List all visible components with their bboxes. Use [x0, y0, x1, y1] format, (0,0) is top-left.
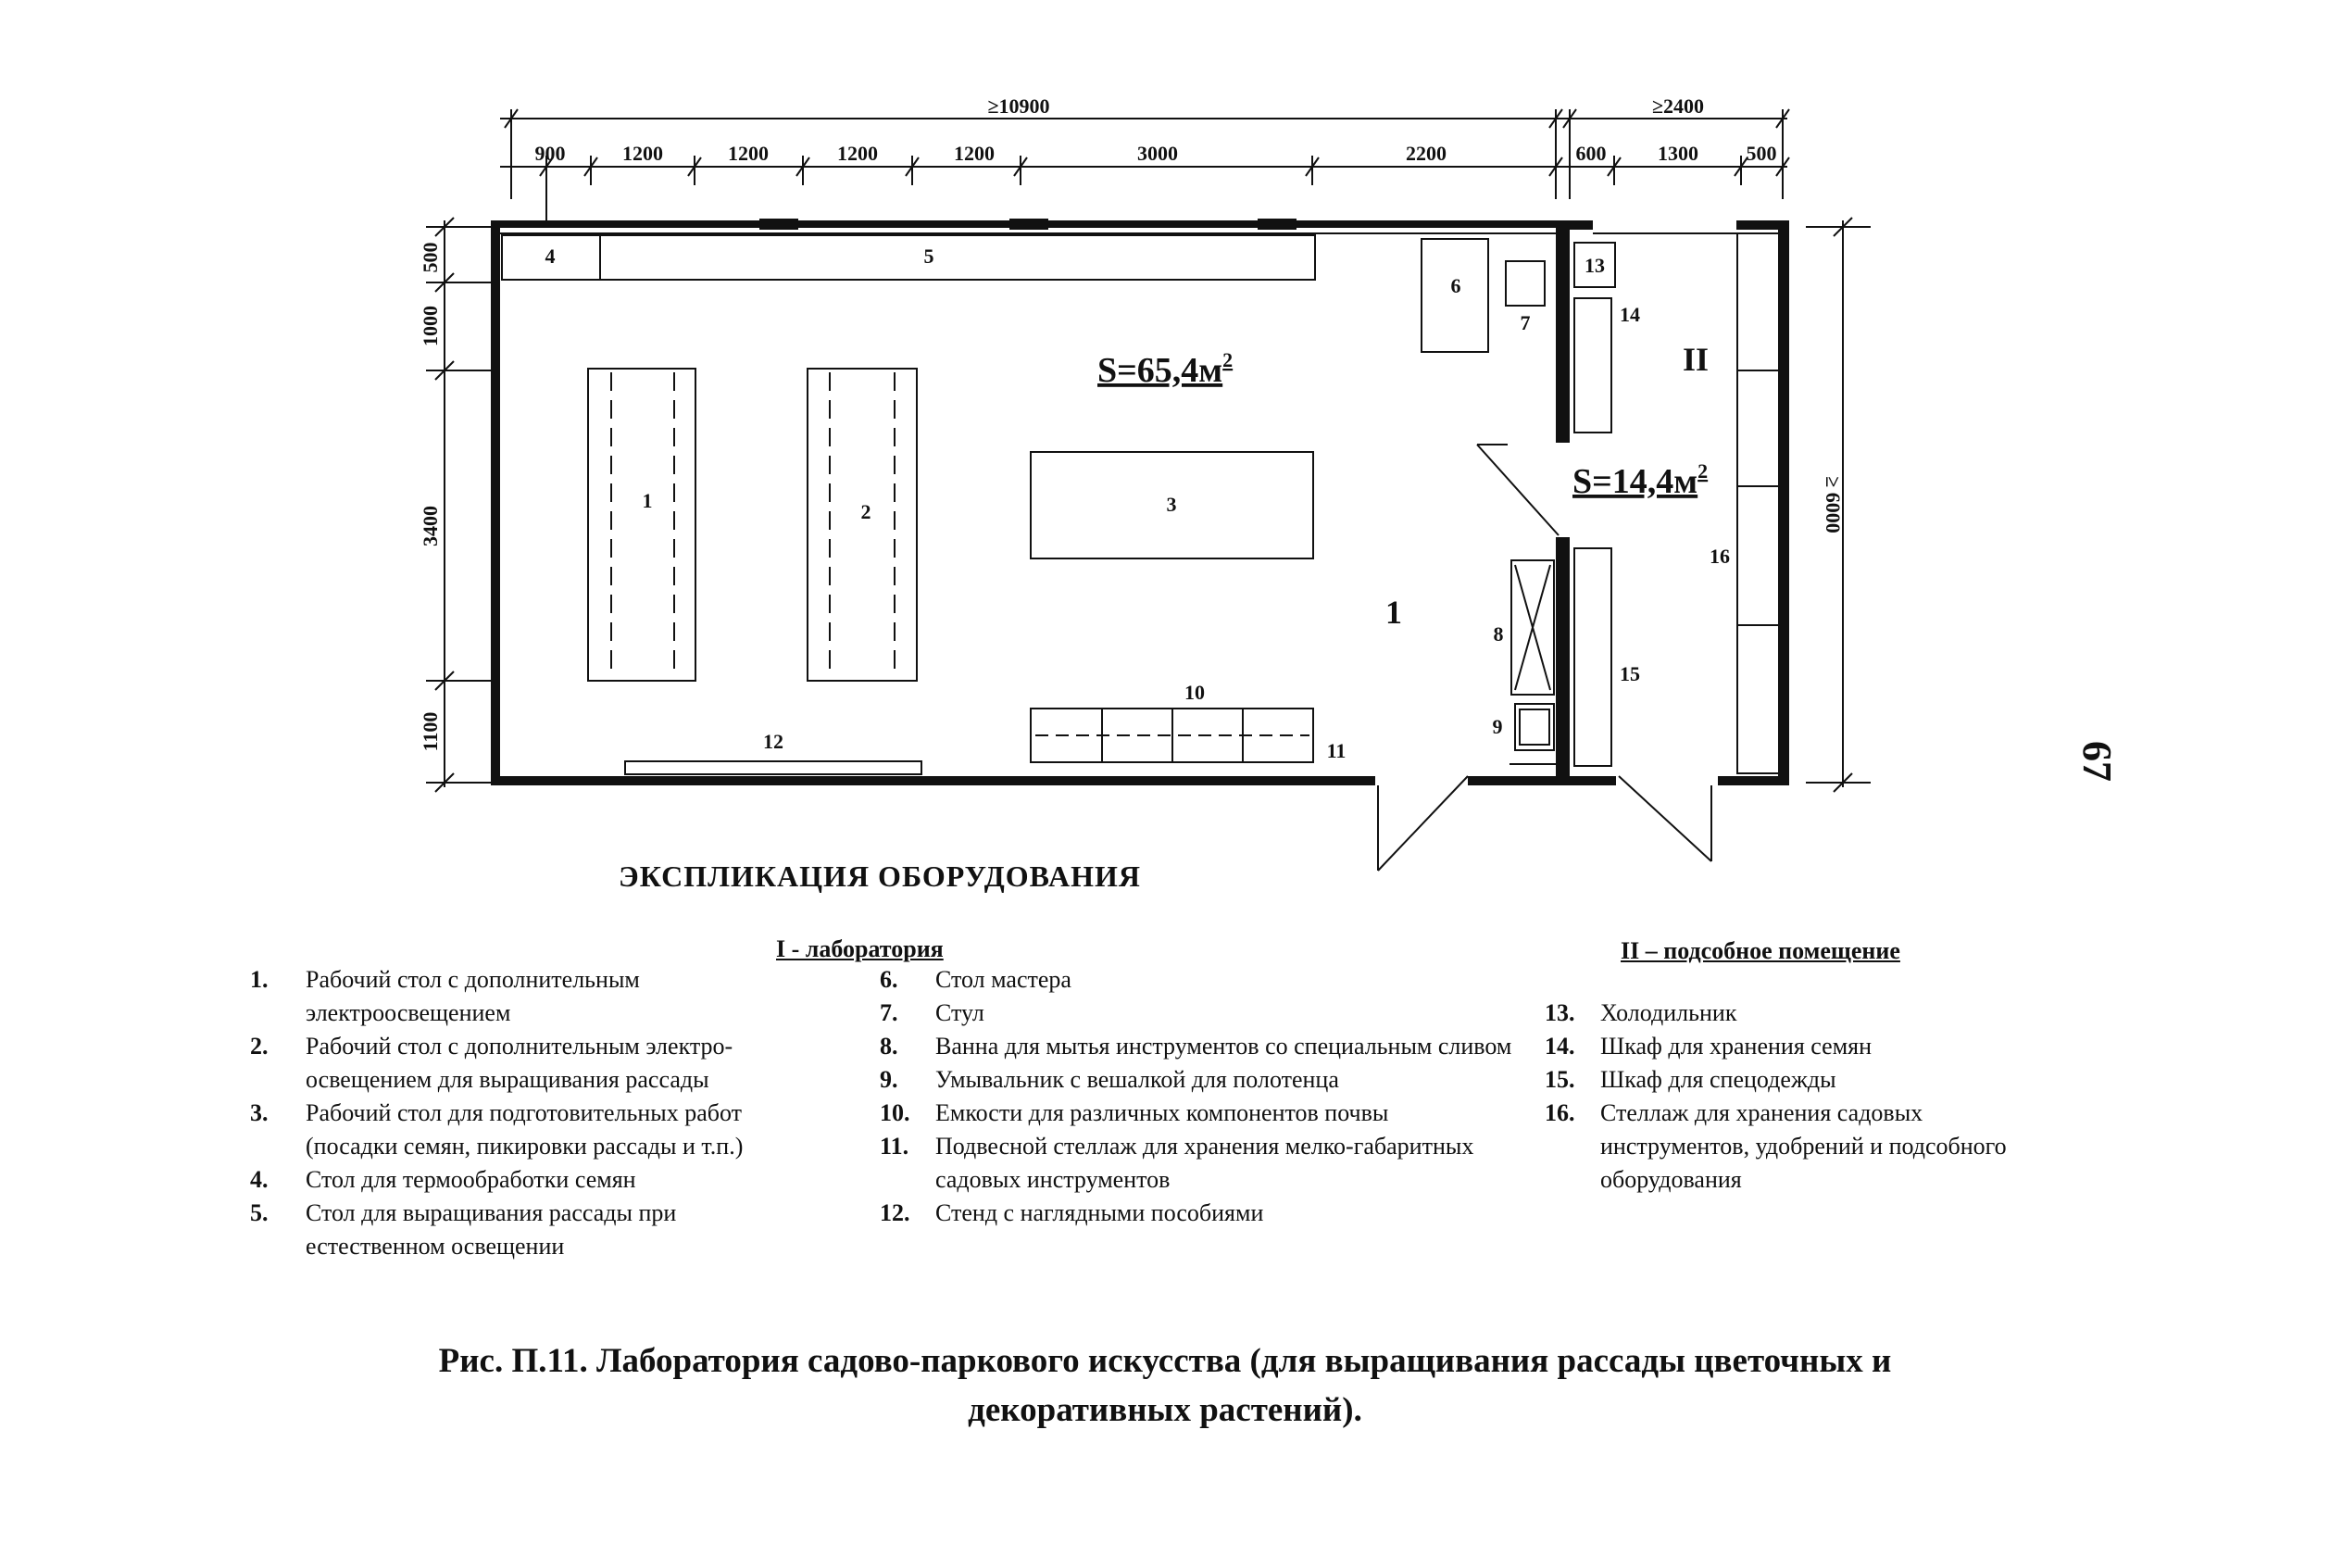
legend-item-number: 1.	[250, 966, 269, 993]
item-marker: 13	[1585, 254, 1605, 277]
legend-item	[1545, 1030, 2063, 1063]
legend-item	[1545, 1097, 2063, 1197]
legend-item-number: 6.	[880, 966, 898, 993]
legend-item	[880, 1030, 1519, 1063]
legend-title: ЭКСПЛИКАЦИЯ ОБОРУДОВАНИЯ	[619, 859, 1141, 893]
legend-item	[250, 1197, 806, 1263]
figure-caption	[0, 1336, 2330, 1435]
legend-item	[880, 963, 1519, 997]
item-marker: 6	[1450, 274, 1461, 297]
legend-item-text: Шкаф для спецодежды	[1600, 1066, 1836, 1093]
legend-item-number: 11.	[880, 1133, 909, 1160]
legend-column-3	[1545, 997, 2063, 1197]
dim-right: ≥ 6000	[1822, 476, 1845, 533]
legend-item	[880, 1130, 1519, 1197]
legend-item-number: 2.	[250, 1033, 269, 1060]
walls	[491, 219, 1789, 785]
legend-item-text: Рабочий стол для подготовительных работ (посадки семян, пикировки рассады и т.п.)	[306, 1099, 744, 1160]
legend-item-number: 15.	[1545, 1066, 1575, 1093]
item-marker: 15	[1620, 662, 1640, 685]
area-annex-label: $S=14,4м^2$	[1572, 459, 1709, 501]
dim-seg: 1300	[1658, 142, 1698, 165]
dim-left: 1100	[419, 711, 442, 752]
legend-item-number: 7.	[880, 999, 898, 1026]
room-number-annex: II	[1682, 341, 1710, 378]
legend-item-number: 4.	[250, 1166, 269, 1193]
dim-left: 500	[419, 242, 442, 273]
legend-section-annex: II – подсобное помещение	[1621, 937, 1900, 964]
caption-line-1: Рис. П.11. Лаборатория садово-паркового искусства (для выращивания рассады цветочных и	[438, 1342, 1892, 1380]
legend-column-2	[880, 963, 1519, 1230]
legend-section-lab: I - лаборатория	[776, 935, 944, 962]
dim-seg: 1200	[837, 142, 878, 165]
item-marker: 3	[1166, 493, 1177, 516]
page-number: 67	[2074, 741, 2120, 782]
item-marker: 4	[545, 245, 556, 268]
furniture	[502, 233, 1779, 774]
dimension-labels	[419, 94, 1845, 751]
legend-item-number: 10.	[880, 1099, 910, 1126]
room-number-main: 1	[1385, 594, 1402, 631]
legend-item	[250, 1030, 806, 1097]
item-marker: 1	[642, 489, 653, 512]
item-marker: 11	[1326, 739, 1347, 762]
legend-item-text: Рабочий стол с дополнительным электро-освещением для выращивания рассады	[306, 1033, 733, 1093]
legend-item-number: 14.	[1545, 1033, 1575, 1060]
legend-item-text: Емкости для различных компонентов почвы	[935, 1099, 1389, 1126]
legend-item-number: 5.	[250, 1199, 269, 1226]
legend-item	[250, 1097, 806, 1163]
item-marker: 5	[923, 245, 934, 268]
legend-item-text: Холодильник	[1600, 999, 1737, 1026]
legend-item-text: Ванна для мытья инструментов со специальным сливом	[935, 1033, 1512, 1060]
doors	[1378, 445, 1711, 871]
legend-item	[880, 1097, 1519, 1130]
dim-total-main: ≥10900	[987, 94, 1050, 118]
dim-left: 3400	[419, 506, 442, 546]
legend-item-text: Стеллаж для хранения садовых инструментов, удобрений и подсобного оборудования	[1600, 1099, 2007, 1193]
legend-item-number: 9.	[880, 1066, 898, 1093]
dimension-lines	[426, 109, 1871, 792]
item-marker: 9	[1492, 715, 1503, 738]
legend-item	[1545, 1063, 2063, 1097]
dim-seg: 3000	[1137, 142, 1178, 165]
legend-item-text: Стол для выращивания рассады при естественном освещении	[306, 1199, 677, 1260]
plan-labels	[545, 245, 1731, 762]
legend-item-text: Стул	[935, 999, 984, 1026]
area-main-label: $S=65,4м^2$	[1097, 348, 1234, 390]
legend-item-number: 13.	[1545, 999, 1575, 1026]
dim-seg: 500	[1746, 142, 1777, 165]
legend-item	[880, 1197, 1519, 1230]
dim-seg: 1200	[728, 142, 769, 165]
item-marker: 7	[1520, 311, 1531, 334]
legend-item-text: Умывальник с вешалкой для полотенца	[935, 1066, 1339, 1093]
legend-item	[250, 1163, 806, 1197]
dim-seg: 1200	[954, 142, 995, 165]
dim-total-annex: ≥2400	[1651, 94, 1705, 118]
legend-item	[880, 1063, 1519, 1097]
legend-column-1	[250, 963, 806, 1263]
legend-item	[1545, 997, 2063, 1030]
item-marker: 16	[1710, 545, 1730, 568]
item-marker: 12	[763, 730, 783, 753]
legend-item	[880, 997, 1519, 1030]
dim-seg: 900	[534, 142, 566, 165]
legend-item-text: Подвесной стеллаж для хранения мелко-габаритных садовых инструментов	[935, 1133, 1474, 1193]
caption-line-2: декоративных растений).	[968, 1391, 1362, 1429]
item-marker: 10	[1184, 681, 1205, 704]
item-marker: 8	[1493, 622, 1504, 646]
item-marker: 2	[860, 500, 871, 523]
legend-item-text: Шкаф для хранения семян	[1600, 1033, 1873, 1060]
legend-item-number: 3.	[250, 1099, 269, 1126]
legend-item	[250, 963, 806, 1030]
dim-seg: 1200	[622, 142, 663, 165]
legend-item-text: Рабочий стол с дополнительным электроосвещением	[306, 966, 640, 1026]
legend-item-number: 12.	[880, 1199, 910, 1226]
legend-item-text: Стол для термообработки семян	[306, 1166, 636, 1193]
dim-seg: 2200	[1406, 142, 1447, 165]
dim-left: 1000	[419, 306, 442, 346]
legend-item-number: 16.	[1545, 1099, 1575, 1126]
legend-item-text: Стол мастера	[935, 966, 1071, 993]
legend-item-number: 8.	[880, 1033, 898, 1060]
dim-seg: 600	[1575, 142, 1607, 165]
item-marker: 14	[1620, 303, 1640, 326]
legend-item-text: Стенд с наглядными пособиями	[935, 1199, 1264, 1226]
